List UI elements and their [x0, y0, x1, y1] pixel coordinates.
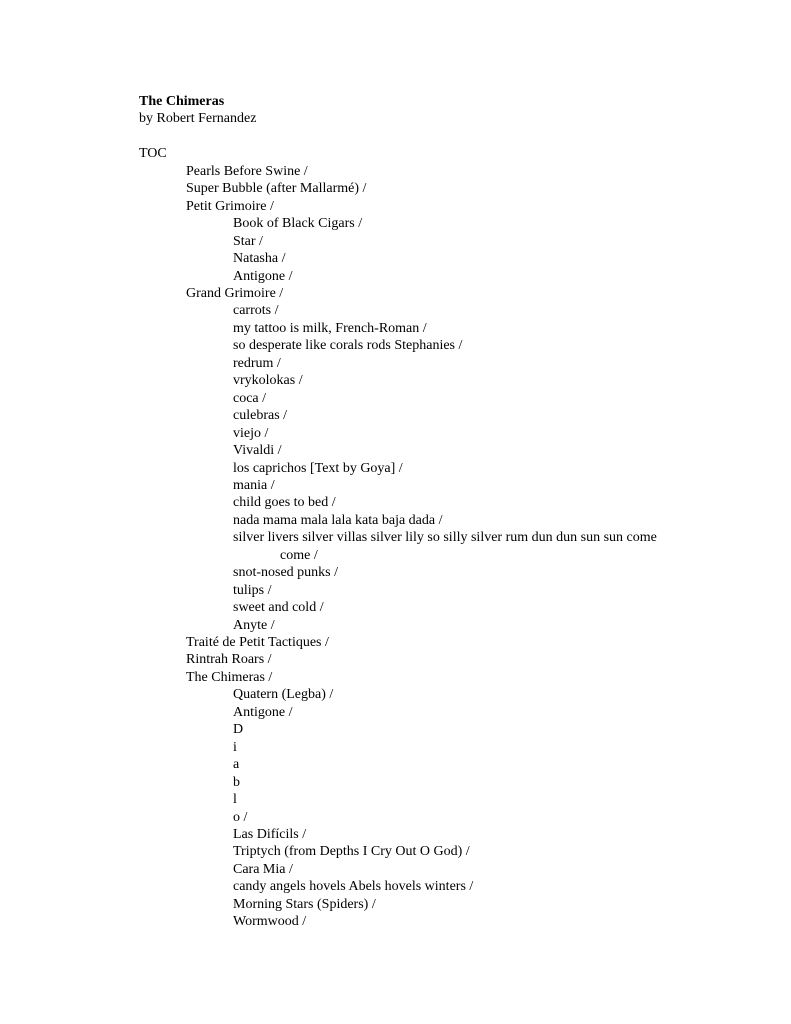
toc-entry: viejo / — [233, 425, 269, 441]
toc-entry: Pearls Before Swine / — [186, 163, 308, 179]
toc-entry: o / — [233, 809, 248, 825]
toc-entry: Wormwood / — [233, 914, 307, 930]
toc-entry: Antigone / — [233, 268, 293, 284]
toc-entry: culebras / — [233, 408, 288, 424]
toc-entry: Vivaldi / — [233, 443, 282, 459]
toc-entry: sweet and cold / — [233, 600, 324, 616]
toc-entry: Las Difícils / — [233, 827, 307, 843]
toc-entry: b — [233, 774, 240, 790]
toc-entry: Quatern (Legba) / — [233, 687, 334, 703]
toc-entry: my tattoo is milk, French-Roman / — [233, 320, 427, 336]
document-byline: by Robert Fernandez — [139, 111, 257, 127]
toc-entry: Rintrah Roars / — [186, 652, 272, 668]
spacer — [139, 128, 759, 145]
toc-entry: redrum / — [233, 355, 281, 371]
toc-entry: vrykolokas / — [233, 373, 303, 389]
toc-entry: Traité de Petit Tactiques / — [186, 635, 329, 651]
toc-entry: Super Bubble (after Mallarmé) / — [186, 181, 367, 197]
toc-entry-continuation: come / — [280, 547, 318, 563]
toc-entry: Grand Grimoire / — [186, 285, 284, 301]
toc-entry: Cara Mia / — [233, 861, 293, 877]
toc-entry: nada mama mala lala kata baja dada / — [233, 512, 443, 528]
toc-entry: Petit Grimoire / — [186, 198, 274, 214]
toc-entry: Triptych (from Depths I Cry Out O God) / — [233, 844, 470, 860]
toc-entry: so desperate like corals rods Stephanies / — [233, 338, 463, 354]
toc-entry: Anyte / — [233, 617, 275, 633]
toc-entry: Natasha / — [233, 251, 286, 267]
toc-entry: tulips / — [233, 582, 272, 598]
toc-entry: a — [233, 757, 240, 773]
toc-entry: l — [233, 792, 237, 808]
toc-entry: Star / — [233, 233, 263, 249]
toc-entry: carrots / — [233, 303, 279, 319]
document-content — [139, 93, 759, 931]
toc-entry: Morning Stars (Spiders) / — [233, 896, 376, 912]
toc-entry: snot-nosed punks / — [233, 565, 338, 581]
toc-heading: TOC — [139, 146, 167, 162]
document-title: The Chimeras — [139, 94, 225, 109]
toc-entry: Book of Black Cigars / — [233, 216, 363, 232]
toc-entry: los caprichos [Text by Goya] / — [233, 460, 403, 476]
toc-entry: The Chimeras / — [186, 669, 273, 685]
toc-entry: candy angels hovels Abels hovels winters / — [233, 879, 474, 895]
toc-entry: D — [233, 722, 244, 738]
toc-entry: Antigone / — [233, 704, 293, 720]
toc-entry: child goes to bed / — [233, 495, 336, 511]
toc-entry: i — [233, 739, 237, 755]
toc-entry: silver livers silver villas silver lily so silly silver rum dun dun sun sun come — [233, 530, 657, 546]
toc-entry: mania / — [233, 477, 275, 493]
toc-entry: coca / — [233, 390, 267, 406]
toc-list — [139, 163, 759, 931]
